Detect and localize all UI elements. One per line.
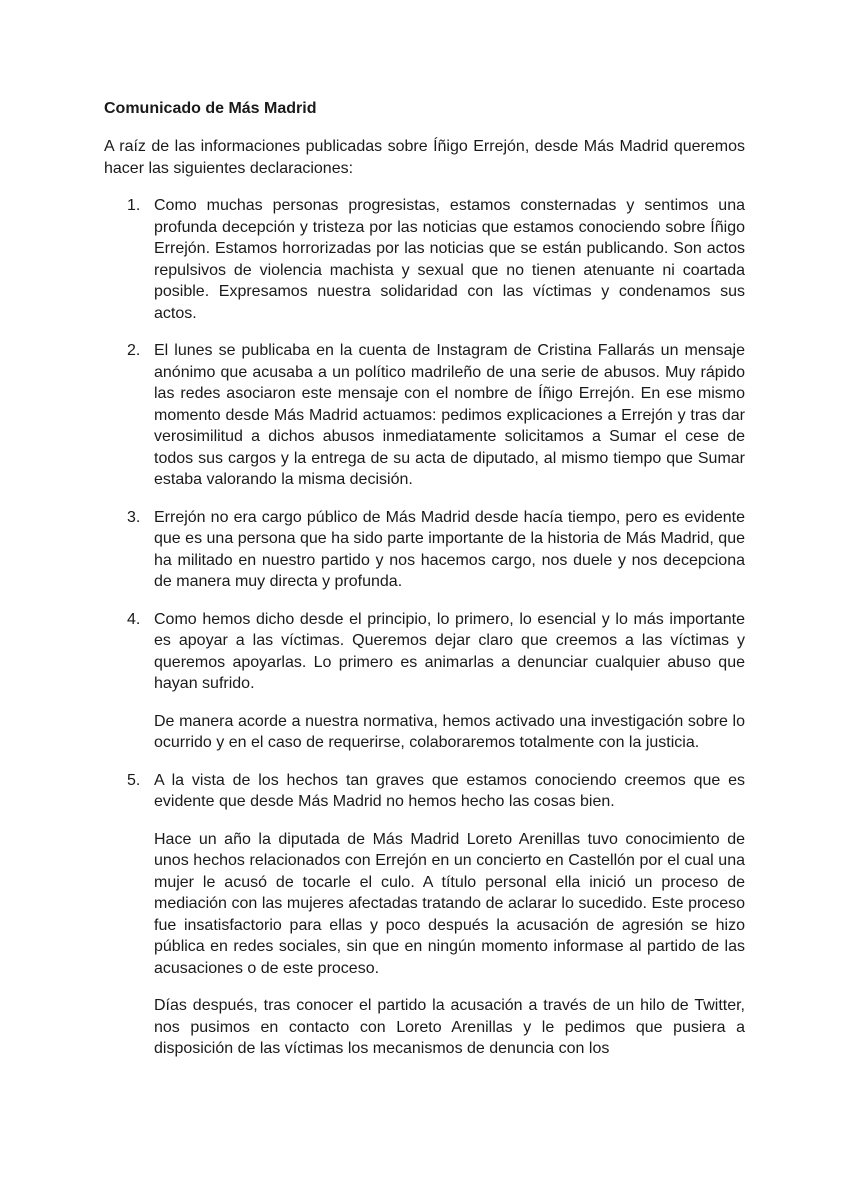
document-page xyxy=(104,98,745,1076)
point-paragraph: Errejón no era cargo público de Más Madrid desde hacía tiempo, pero es evidente que es una persona que ha sido parte importante de la historia de Más Madrid, que ha militado en nuestro partido y nos hacemos cargo, nos duele y nos decepciona de manera muy directa y profunda. xyxy=(154,508,745,590)
list-number: 4. xyxy=(127,610,141,628)
point-paragraph: Como hemos dicho desde el principio, lo primero, lo esencial y lo más importante es apoyar a las víctimas. Queremos dejar claro que creemos a las víctimas y queremos apoyarlas. Lo primero es animarlas a denunciar cualquier abuso que hayan sufrido. xyxy=(154,610,745,692)
list-number: 1. xyxy=(127,197,141,214)
point-paragraph: De manera acorde a nuestra normativa, hemos activado una investigación sobre lo ocurrido y en el caso de requerirse, colaboraremos totalmente con la justicia. xyxy=(154,712,745,751)
list-item xyxy=(104,507,745,593)
point-paragraph: Días después, tras conocer el partido la acusación a través de un hilo de Twitter, nos pusimos en contacto con Loreto Arenillas y le pedimos que pusiera a disposición de las víctimas los mecanismos de denuncia con los xyxy=(154,997,745,1057)
declarations-list xyxy=(104,195,745,1060)
list-number: 5. xyxy=(127,771,141,789)
list-number: 3. xyxy=(127,508,141,526)
list-number: 2. xyxy=(127,342,141,359)
list-item xyxy=(104,609,745,754)
point-paragraph: Como muchas personas progresistas, estamos consternadas y sentimos una profunda decepción y tristeza por las noticias que estamos conociendo sobre Íñigo Errejón. Estamos horrorizadas por las noticias que se están publicando. Son actos repulsivos de violencia machista y sexual que no tienen atenuante ni coartada posible. Expresamos nuestra solidaridad con las víctimas y condenamos sus actos. xyxy=(154,197,745,322)
list-item xyxy=(104,195,745,324)
list-item xyxy=(104,340,745,491)
list-item xyxy=(104,770,745,1060)
point-paragraph: Hace un año la diputada de Más Madrid Loreto Arenillas tuvo conocimiento de unos hechos relacionados con Errejón en un concierto en Castellón por el cual una mujer le acusó de tocarle el culo. A título personal ella inició un proceso de mediación con las mujeres afectadas tratando de aclarar lo sucedido. Este proceso fue insatisfactorio para ellas y poco después la acusación de agresión se hizo pública en redes sociales, sin que en ningún momento informase al partido de las acusaciones o de este proceso. xyxy=(154,830,745,977)
point-paragraph: El lunes se publicaba en la cuenta de Instagram de Cristina Fallarás un mensaje anónimo que acusaba a un político madrileño de una serie de abusos. Muy rápido las redes asociaron este mensaje con el nombre de Íñigo Errejón. En ese mismo momento desde Más Madrid actuamos: pedimos explicaciones a Errejón y tras dar verosimilitud a dichos abusos inmediatamente solicitamos a Sumar el cese de todos sus cargos y la entrega de su acta de diputado, al mismo tiempo que Sumar estaba valorando la misma decisión. xyxy=(154,342,745,488)
intro-paragraph: A raíz de las informaciones publicadas sobre Íñigo Errejón, desde Más Madrid queremos hacer las siguientes declaraciones: xyxy=(104,138,745,177)
point-paragraph: A la vista de los hechos tan graves que estamos conociendo creemos que es evidente que desde Más Madrid no hemos hecho las cosas bien. xyxy=(154,771,745,810)
document-title: Comunicado de Más Madrid xyxy=(104,100,317,117)
